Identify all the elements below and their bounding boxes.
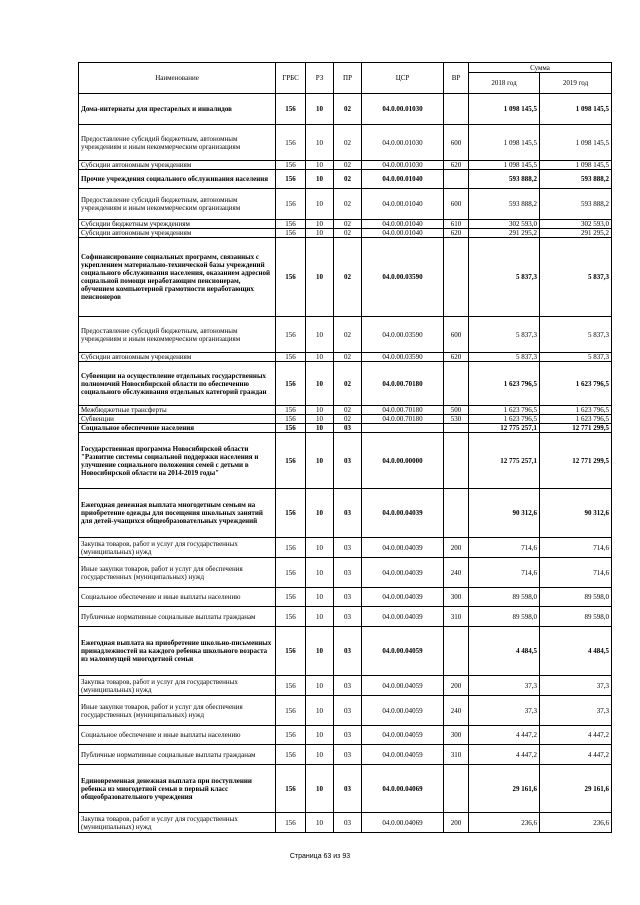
cell-csr: 04.0.00.03590 [362,317,444,353]
table-row [79,433,612,489]
cell-csr: 04.0.00.70180 [362,415,444,424]
cell-name: Субвенции [79,415,276,424]
table-row [79,189,612,220]
cell-grbs: 156 [276,220,306,229]
table-row [79,745,612,765]
cell-pr: 03 [334,696,362,726]
cell-name: Публичные нормативные социальные выплаты гражданам [79,607,276,627]
page-number: Страница 63 из 93 [289,853,351,860]
cell-csr: 04.0.00.04039 [362,538,444,558]
cell-pr: 02 [334,125,362,161]
cell-2018: 593 888,2 [469,189,540,220]
table-row [79,607,612,627]
cell-grbs: 156 [276,765,306,813]
cell-pr: 03 [334,765,362,813]
table-row [79,538,612,558]
cell-2019: 5 837,3 [540,317,612,353]
cell-rz: 10 [306,220,334,229]
cell-csr: 04.0.00.04069 [362,765,444,813]
cell-rz: 10 [306,558,334,588]
cell-grbs: 156 [276,238,306,317]
cell-name: Прочие учреждения социального обслуживания населения [79,170,276,189]
cell-pr: 03 [334,588,362,607]
cell-name: Субсидии бюджетным учреждениям [79,220,276,229]
cell-vr: 240 [444,558,469,588]
cell-name: Закупка товаров, работ и услуг для государственных (муниципальных) нужд [79,538,276,558]
cell-2018: 89 598,0 [469,588,540,607]
cell-2018: 1 098 145,5 [469,161,540,170]
table-row [79,415,612,424]
cell-2018: 5 837,3 [469,317,540,353]
cell-2018: 714,6 [469,538,540,558]
cell-csr: 04.0.00.01040 [362,220,444,229]
cell-csr: 04.0.00.70180 [362,406,444,415]
cell-vr: 200 [444,676,469,696]
cell-2019: 236,6 [540,813,612,833]
cell-rz: 10 [306,765,334,813]
cell-2018: 714,6 [469,558,540,588]
cell-rz: 10 [306,433,334,489]
cell-name: Социальное обеспечение населения [79,424,276,433]
cell-2018: 37,3 [469,676,540,696]
cell-rz: 10 [306,607,334,627]
col-header-pr: ПР [334,63,362,94]
cell-name: Единовременная денежная выплата при поступлении ребенка из многодетной семьи в первый класс общеобразовательного учреждения [79,765,276,813]
table-row [79,813,612,833]
cell-rz: 10 [306,362,334,406]
cell-csr: 04.0.00.01030 [362,161,444,170]
cell-grbs: 156 [276,745,306,765]
cell-rz: 10 [306,238,334,317]
cell-pr: 03 [334,676,362,696]
cell-rz: 10 [306,489,334,538]
cell-csr: 04.0.00.01040 [362,229,444,238]
cell-name: Ежегодная выплата на приобретение школьно-письменных принадлежностей на каждого ребенка школьного возраста из малоимущей многодетной семьи [79,627,276,676]
cell-pr: 02 [334,170,362,189]
table-row [79,406,612,415]
cell-vr: 530 [444,415,469,424]
cell-grbs: 156 [276,607,306,627]
budget-table [78,62,612,833]
cell-grbs: 156 [276,726,306,745]
cell-csr: 04.0.00.01040 [362,170,444,189]
table-row [79,170,612,189]
cell-name: Дома-интернаты для престарелых и инвалидов [79,94,276,125]
cell-csr: 04.0.00.70180 [362,362,444,406]
cell-2019: 4 484,5 [540,627,612,676]
table-row [79,362,612,406]
cell-2019: 5 837,3 [540,238,612,317]
cell-pr: 03 [334,433,362,489]
cell-vr: 610 [444,220,469,229]
col-header-grbs: ГРБС [276,63,306,94]
cell-rz: 10 [306,406,334,415]
cell-2019: 4 447,2 [540,745,612,765]
cell-2018: 593 888,2 [469,170,540,189]
cell-csr: 04.0.00.03590 [362,353,444,362]
cell-grbs: 156 [276,696,306,726]
table-row [79,726,612,745]
cell-csr: 04.0.00.04059 [362,627,444,676]
cell-pr: 03 [334,489,362,538]
cell-rz: 10 [306,588,334,607]
cell-rz: 10 [306,726,334,745]
cell-2018: 89 598,0 [469,607,540,627]
cell-rz: 10 [306,170,334,189]
cell-pr: 02 [334,189,362,220]
cell-grbs: 156 [276,406,306,415]
cell-2019: 1 098 145,5 [540,161,612,170]
cell-vr: 500 [444,406,469,415]
cell-name: Межбюджетные трансферты [79,406,276,415]
cell-2018: 4 447,2 [469,726,540,745]
cell-2018: 5 837,3 [469,238,540,317]
cell-rz: 10 [306,189,334,220]
cell-vr: 600 [444,125,469,161]
cell-csr [362,424,444,433]
cell-name: Иные закупки товаров, работ и услуг для обеспечения государственных (муниципальных) нужд [79,558,276,588]
cell-vr [444,238,469,317]
cell-grbs: 156 [276,362,306,406]
cell-vr [444,627,469,676]
cell-grbs: 156 [276,433,306,489]
cell-rz: 10 [306,415,334,424]
cell-pr: 03 [334,607,362,627]
cell-2018: 29 161,6 [469,765,540,813]
cell-name: Субсидии автономным учреждениям [79,161,276,170]
cell-pr: 02 [334,94,362,125]
table-row [79,229,612,238]
cell-rz: 10 [306,94,334,125]
cell-csr: 04.0.00.04059 [362,676,444,696]
table-row [79,424,612,433]
col-header-rz: РЗ [306,63,334,94]
cell-2018: 236,6 [469,813,540,833]
cell-2018: 12 775 257,1 [469,424,540,433]
cell-rz: 10 [306,317,334,353]
cell-vr [444,433,469,489]
cell-vr: 600 [444,189,469,220]
cell-rz: 10 [306,627,334,676]
table-row [79,220,612,229]
cell-name: Предоставление субсидий бюджетным, автономным учреждениям и иным некоммерческим организациям [79,125,276,161]
cell-2019: 90 312,6 [540,489,612,538]
cell-2019: 89 598,0 [540,607,612,627]
cell-rz: 10 [306,161,334,170]
cell-csr: 04.0.00.01030 [362,125,444,161]
table-row [79,676,612,696]
cell-vr: 310 [444,607,469,627]
cell-2019: 302 593,0 [540,220,612,229]
cell-grbs: 156 [276,676,306,696]
cell-2018: 1 098 145,5 [469,94,540,125]
cell-pr: 03 [334,558,362,588]
cell-vr: 620 [444,161,469,170]
cell-name: Предоставление субсидий бюджетным, автономным учреждениям и иным некоммерческим организациям [79,189,276,220]
cell-2019: 1 623 796,5 [540,362,612,406]
cell-grbs: 156 [276,94,306,125]
cell-2018: 4 484,5 [469,627,540,676]
table-row [79,558,612,588]
cell-grbs: 156 [276,558,306,588]
cell-2018: 4 447,2 [469,745,540,765]
cell-rz: 10 [306,813,334,833]
col-header-vr: ВР [444,63,469,94]
cell-2019: 89 598,0 [540,588,612,607]
cell-csr: 04.0.00.03590 [362,238,444,317]
cell-2019: 1 623 796,5 [540,415,612,424]
cell-2019: 5 837,3 [540,353,612,362]
cell-2018: 1 098 145,5 [469,125,540,161]
table-row [79,696,612,726]
cell-2018: 1 623 796,5 [469,415,540,424]
cell-csr: 04.0.00.01040 [362,189,444,220]
cell-pr: 02 [334,406,362,415]
table-row [79,627,612,676]
cell-2019: 714,6 [540,538,612,558]
cell-pr: 02 [334,220,362,229]
cell-2019: 29 161,6 [540,765,612,813]
cell-vr [444,765,469,813]
cell-grbs: 156 [276,229,306,238]
col-header-csr: ЦСР [362,63,444,94]
cell-vr [444,424,469,433]
cell-rz: 10 [306,538,334,558]
cell-name: Субвенции на осуществление отдельных государственных полномочий Новосибирской области по обеспечению социального обслуживания отдельных категорий граждан [79,362,276,406]
cell-name: Социальное обеспечение и иные выплаты населению [79,726,276,745]
cell-name: Иные закупки товаров, работ и услуг для обеспечения государственных (муниципальных) нужд [79,696,276,726]
cell-grbs: 156 [276,813,306,833]
cell-vr [444,362,469,406]
cell-csr: 04.0.00.04059 [362,726,444,745]
cell-vr: 240 [444,696,469,726]
cell-pr: 03 [334,538,362,558]
cell-grbs: 156 [276,125,306,161]
cell-csr: 04.0.00.04059 [362,745,444,765]
cell-csr: 04.0.00.00000 [362,433,444,489]
cell-name: Субсидии автономным учреждениям [79,229,276,238]
table-row [79,94,612,125]
cell-rz: 10 [306,125,334,161]
cell-2019: 714,6 [540,558,612,588]
cell-pr: 02 [334,353,362,362]
cell-vr [444,94,469,125]
cell-2018: 302 593,0 [469,220,540,229]
cell-grbs: 156 [276,415,306,424]
cell-grbs: 156 [276,489,306,538]
cell-2019: 291 295,2 [540,229,612,238]
cell-pr: 02 [334,229,362,238]
cell-2019: 4 447,2 [540,726,612,745]
cell-2019: 1 098 145,5 [540,94,612,125]
cell-name: Софинансирование социальных программ, связанных с укреплением материально-технической базы учреждений социального обслуживания населения, оказанием адресной социальной помощи неработающим пенсионерам, обучением компьютерной грамотности неработающих пенсионеров [79,238,276,317]
cell-2018: 37,3 [469,696,540,726]
cell-name: Социальное обеспечение и иные выплаты населению [79,588,276,607]
col-header-2018: 2018 год [469,73,540,94]
cell-vr: 620 [444,229,469,238]
cell-pr: 02 [334,362,362,406]
cell-2019: 37,3 [540,696,612,726]
cell-vr: 620 [444,353,469,362]
cell-grbs: 156 [276,317,306,353]
cell-csr: 04.0.00.04039 [362,558,444,588]
cell-grbs: 156 [276,170,306,189]
cell-csr: 04.0.00.04039 [362,607,444,627]
table-row [79,161,612,170]
cell-pr: 02 [334,317,362,353]
cell-vr: 300 [444,726,469,745]
cell-pr: 02 [334,238,362,317]
table-row [79,353,612,362]
cell-grbs: 156 [276,627,306,676]
cell-2018: 1 623 796,5 [469,362,540,406]
cell-2018: 1 623 796,5 [469,406,540,415]
cell-vr [444,489,469,538]
cell-vr: 200 [444,538,469,558]
table-row [79,238,612,317]
cell-csr: 04.0.00.04039 [362,588,444,607]
cell-name: Ежегодная денежная выплата многодетным семьям на приобретение одежды для посещения школьных занятий для детей-учащихся общеобразовательных учреждений [79,489,276,538]
col-header-name: Наименование [79,63,276,94]
cell-name: Закупка товаров, работ и услуг для государственных (муниципальных) нужд [79,813,276,833]
cell-grbs: 156 [276,538,306,558]
table-row [79,588,612,607]
cell-pr: 03 [334,813,362,833]
cell-pr: 03 [334,627,362,676]
cell-csr: 04.0.00.01030 [362,94,444,125]
cell-2019: 12 771 299,5 [540,433,612,489]
cell-csr: 04.0.00.04059 [362,696,444,726]
cell-pr: 02 [334,415,362,424]
cell-2019: 1 623 796,5 [540,406,612,415]
cell-rz: 10 [306,696,334,726]
col-header-sum: Сумма [469,63,612,73]
cell-csr: 04.0.00.04039 [362,489,444,538]
cell-2018: 291 295,2 [469,229,540,238]
cell-rz: 10 [306,229,334,238]
cell-rz: 10 [306,745,334,765]
cell-name: Государственная программа Новосибирской области "Развитие системы социальной поддержки населения и улучшение социального положения семей с детьми в Новосибирской области на 2014-2019 годы" [79,433,276,489]
cell-pr: 03 [334,424,362,433]
cell-pr: 03 [334,745,362,765]
cell-2019: 593 888,2 [540,189,612,220]
cell-rz: 10 [306,676,334,696]
cell-2018: 12 775 257,1 [469,433,540,489]
cell-2019: 12 771 299,5 [540,424,612,433]
cell-csr: 04.0.00.04069 [362,813,444,833]
cell-pr: 02 [334,161,362,170]
cell-2019: 1 098 145,5 [540,125,612,161]
table-row [79,765,612,813]
cell-vr: 600 [444,317,469,353]
table-row [79,489,612,538]
cell-vr: 310 [444,745,469,765]
cell-name: Закупка товаров, работ и услуг для государственных (муниципальных) нужд [79,676,276,696]
cell-vr: 200 [444,813,469,833]
table-row [79,125,612,161]
cell-name: Субсидии автономным учреждениям [79,353,276,362]
cell-grbs: 156 [276,161,306,170]
cell-name: Предоставление субсидий бюджетным, автономным учреждениям и иным некоммерческим организациям [79,317,276,353]
col-header-2019: 2019 год [540,73,612,94]
cell-name: Публичные нормативные социальные выплаты гражданам [79,745,276,765]
cell-grbs: 156 [276,588,306,607]
budget-table-page [78,62,611,833]
cell-grbs: 156 [276,189,306,220]
cell-2019: 37,3 [540,676,612,696]
cell-grbs: 156 [276,424,306,433]
cell-2018: 5 837,3 [469,353,540,362]
table-row [79,317,612,353]
cell-2018: 90 312,6 [469,489,540,538]
cell-rz: 10 [306,424,334,433]
cell-pr: 03 [334,726,362,745]
cell-rz: 10 [306,353,334,362]
cell-grbs: 156 [276,353,306,362]
cell-2019: 593 888,2 [540,170,612,189]
cell-vr [444,170,469,189]
cell-vr: 300 [444,588,469,607]
